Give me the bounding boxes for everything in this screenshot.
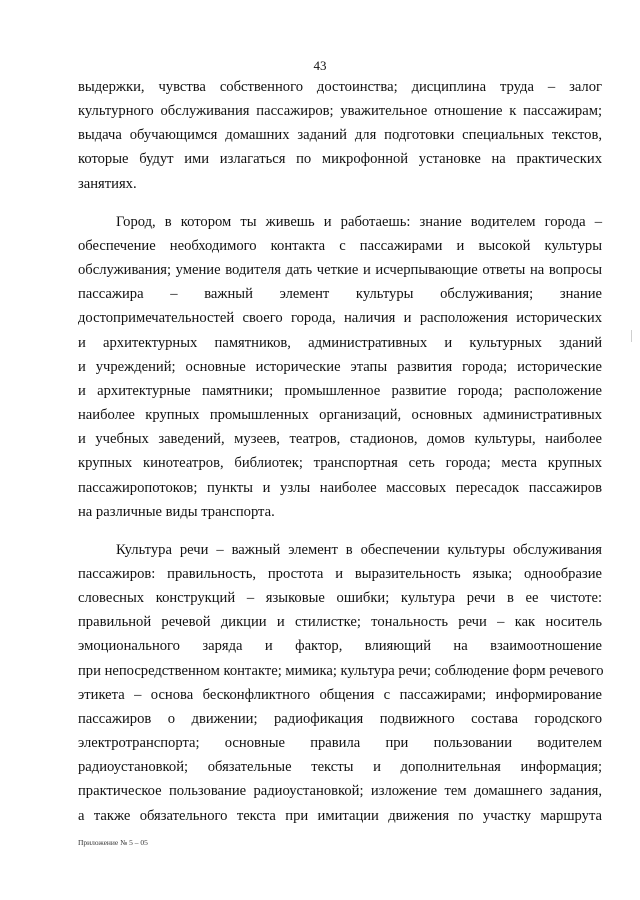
text-line: достопримечательностей своего города, наличия и расположения исторических <box>78 310 602 327</box>
text-line: эмоционального заряда и фактор, влияющий на взаимоотношение <box>78 638 602 655</box>
paragraph-2 <box>78 210 602 524</box>
text-line: пассажиров: правильность, простота и выразительность языка; однообразие <box>78 565 602 582</box>
page-footer: Приложение № 5 – 05 <box>78 838 148 847</box>
text-line: этикета – основа бесконфликтного общения с пассажирами; информирование <box>78 686 602 703</box>
text-line: практическое пользование радиоустановкой; изложение тем домашнего задания, <box>78 783 602 800</box>
page-number: 43 <box>313 58 327 73</box>
text-line: словесных конструкций – языковые ошибки; культура речи в ее чистоте: <box>78 590 602 607</box>
paragraph-3 <box>78 538 602 828</box>
body-text <box>78 75 602 828</box>
text-line: радиоустановкой; обязательные тексты и дополнительная информация; <box>78 759 602 776</box>
text-line: пассажира – важный элемент культуры обслуживания; знание <box>78 286 602 303</box>
text-line: и архитектурных памятников, административных и культурных зданий <box>78 334 602 351</box>
text-line: пассажиров о движении; радиофикация подвижного состава городского <box>78 710 602 727</box>
text-line: а также обязательного текста при имитации движения по участку маршрута <box>78 807 602 824</box>
paragraph-1 <box>78 75 602 196</box>
scan-mark <box>631 330 632 342</box>
text-line: выдержки, чувства собственного достоинства; дисциплина труда – залог <box>78 79 602 95</box>
text-line: занятиях. <box>78 175 137 192</box>
text-line: наиболее крупных промышленных организаций, основных административных <box>78 407 602 424</box>
text-line: при непосредственном контакте; мимика; культура речи; соблюдение форм речевого <box>78 662 604 679</box>
text-line: обеспечение необходимого контакта с пассажирами и высокой культуры <box>78 237 602 254</box>
text-line: на различные виды транспорта. <box>78 503 275 520</box>
text-line: которые будут ими излагаться по микрофонной установке на практических <box>78 151 602 168</box>
text-line: электротранспорта; основные правила при пользовании водителем <box>78 735 602 752</box>
text-line: Культура речи – важный элемент в обеспечении культуры обслуживания <box>116 541 602 558</box>
text-line: и учебных заведений, музеев, театров, стадионов, домов культуры, наиболее <box>78 431 602 448</box>
text-line: крупных кинотеатров, библиотек; транспортная сеть города; места крупных <box>78 455 602 472</box>
text-line: обслуживания; умение водителя дать четкие и исчерпывающие ответы на вопросы <box>78 262 602 279</box>
text-line: пассажиропотоков; пункты и узлы наиболее массовых пересадок пассажиров <box>78 479 602 496</box>
text-line: Город, в котором ты живешь и работаешь: знание водителем города – <box>116 213 602 230</box>
text-line: и архитектурные памятники; промышленное развитие города; расположение <box>78 382 602 399</box>
text-line: и учреждений; основные исторические этапы развития города; исторические <box>78 358 602 375</box>
text-line: культурного обслуживания пассажиров; уважительное отношение к пассажирам; <box>78 103 602 120</box>
text-line: правильной речевой дикции и стилистке; тональность речи – как носитель <box>78 614 602 631</box>
text-line: выдача обучающимся домашних заданий для подготовки специальных текстов, <box>78 127 602 144</box>
